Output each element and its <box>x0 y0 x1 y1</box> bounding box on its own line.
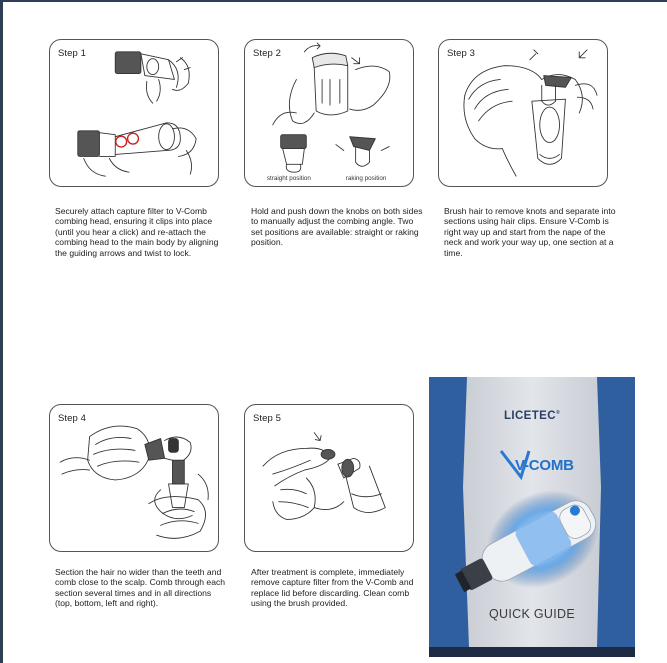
step-5-title: Step 5 <box>253 413 282 424</box>
page-frame-top <box>0 0 667 2</box>
capture-filter-illustration <box>50 40 218 186</box>
step-4-title: Step 4 <box>58 413 87 424</box>
step-1-title: Step 1 <box>58 48 87 59</box>
step-1-caption: Securely attach capture filter to V-Comb combing head, ensuring it clips into place (until you hear a click) and re-attach the combing head to the main body by aligning the guiding arrows and twist to lock. <box>55 206 219 258</box>
step-2-caption: Hold and push down the knobs on both sides to manually adjust the combing angle. Two set positions are available: straight or raking position. <box>251 206 423 248</box>
raking-position-label: raking position <box>345 175 387 183</box>
step-5-caption: After treatment is complete, immediately remove capture filter from the V-Comb and replace lid before discarding. Clean comb using the brush provided. <box>251 567 414 609</box>
step-2-panel <box>244 39 414 187</box>
hair-brushing-illustration <box>439 40 607 186</box>
page-frame-left <box>0 0 3 663</box>
step-3-caption: Brush hair to remove knots and separate into sections using hair clips. Ensure V-Comb is right way up and start from the nape of the neck and work your way up, one section at a time. <box>444 206 616 258</box>
filter-removal-illustration <box>245 405 413 551</box>
brand-name: LICETEC <box>503 410 556 422</box>
straight-position-label: straight position <box>266 175 311 183</box>
quick-guide-title: QUICK GUIDE <box>489 607 575 621</box>
step-2-title: Step 2 <box>253 48 282 59</box>
step-4-panel <box>49 404 219 552</box>
combing-illustration <box>50 405 218 551</box>
step-4-caption: Section the hair no wider than the teeth and comb close to the scalp. Comb through each section several times and in all directions (top, bottom, left and right). <box>55 567 226 609</box>
step-5-panel <box>244 404 414 552</box>
licetec-brand <box>429 410 635 422</box>
step-1-panel <box>49 39 219 187</box>
step-3-title: Step 3 <box>447 48 476 59</box>
quick-guide-cover <box>429 377 635 657</box>
v-comb-product-name: V-COMB <box>515 457 574 474</box>
step-3-panel <box>438 39 608 187</box>
registered-mark: ® <box>555 410 561 417</box>
knob-adjust-illustration <box>245 40 413 186</box>
